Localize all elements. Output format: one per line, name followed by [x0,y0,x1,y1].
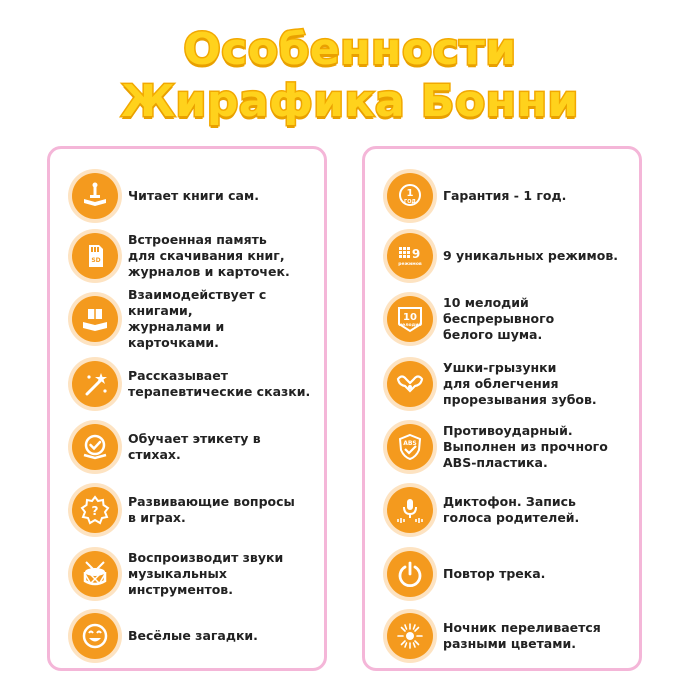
feature-label: Встроенная память для скачивания книг, журналов и карточек. [128,232,290,279]
feature-item [365,609,639,669]
feature-item [50,547,324,607]
svg-text:SD: SD [91,257,101,264]
feature-item [365,420,639,480]
night-light-icon [387,613,433,659]
feature-label: Взаимодействует с книгами, журналами и карточками. [128,287,267,350]
warranty-badge-icon [387,173,433,219]
badge-subtext: ГОД [404,199,416,205]
badge-subtext: мелодий [398,323,422,328]
feature-item [365,357,639,417]
feature-item [365,229,639,289]
smiley-icon [72,613,118,659]
badge-check-icon [72,424,118,470]
memory-card-icon [72,233,118,279]
feature-label: Повтор трека. [443,566,546,581]
feature-item [50,420,324,480]
feature-label: Развивающие вопросы в играх. [128,494,295,525]
microphone-icon [387,487,433,533]
feature-item [50,357,324,417]
feature-label: Противоударный. Выполнен из прочного ABS-пластика. [443,423,608,470]
feature-label: 9 уникальных режимов. [443,248,619,263]
feature-item [365,483,639,543]
left-features-panel [47,146,327,671]
feature-item [50,287,324,352]
feature-label: Ночник переливается разными цветами. [443,620,601,651]
feature-label: Гарантия - 1 год. [443,188,567,203]
right-features-panel [362,146,642,671]
feature-item [365,547,639,607]
feature-item [365,292,639,352]
feature-item [365,169,639,229]
badge-text: ABS [403,440,417,447]
feature-item [50,609,324,669]
feature-item [50,169,324,229]
svg-text:?: ? [91,504,99,518]
feature-label: Рассказывает терапевтические сказки. [128,368,311,399]
feature-label: Воспроизводит звуки музыкальных инструментов. [128,550,284,597]
feature-item [50,229,324,289]
feature-label: Весёлые загадки. [128,628,258,643]
badge-number: 10 [403,312,417,323]
modes-grid-icon [387,233,433,279]
question-badge-icon [72,487,118,533]
teether-icon [387,361,433,407]
feature-label: Диктофон. Запись голоса родителей. [443,494,580,525]
drum-icon [72,551,118,597]
feature-item [50,483,324,543]
magic-wand-icon [72,361,118,407]
feature-label: 10 мелодий беспрерывного белого шума. [443,295,555,342]
badge-number: 9 [411,247,421,261]
power-repeat-icon [387,551,433,597]
page-title-line2: Жирафика Бонни [121,76,579,127]
badge-number: 1 [406,188,414,199]
feature-label: Обучает этикету в стихах. [128,431,261,462]
abs-shield-icon [387,424,433,470]
feature-label: Ушки-грызунки для облегчения прорезывания зубов. [443,360,597,407]
page-title-line1: Особенности [183,24,517,75]
open-book-icon [72,296,118,342]
melodies-badge-icon [387,296,433,342]
badge-subtext: режимов [398,262,422,267]
feature-label: Читает книги сам. [128,188,259,203]
book-reader-icon [72,173,118,219]
